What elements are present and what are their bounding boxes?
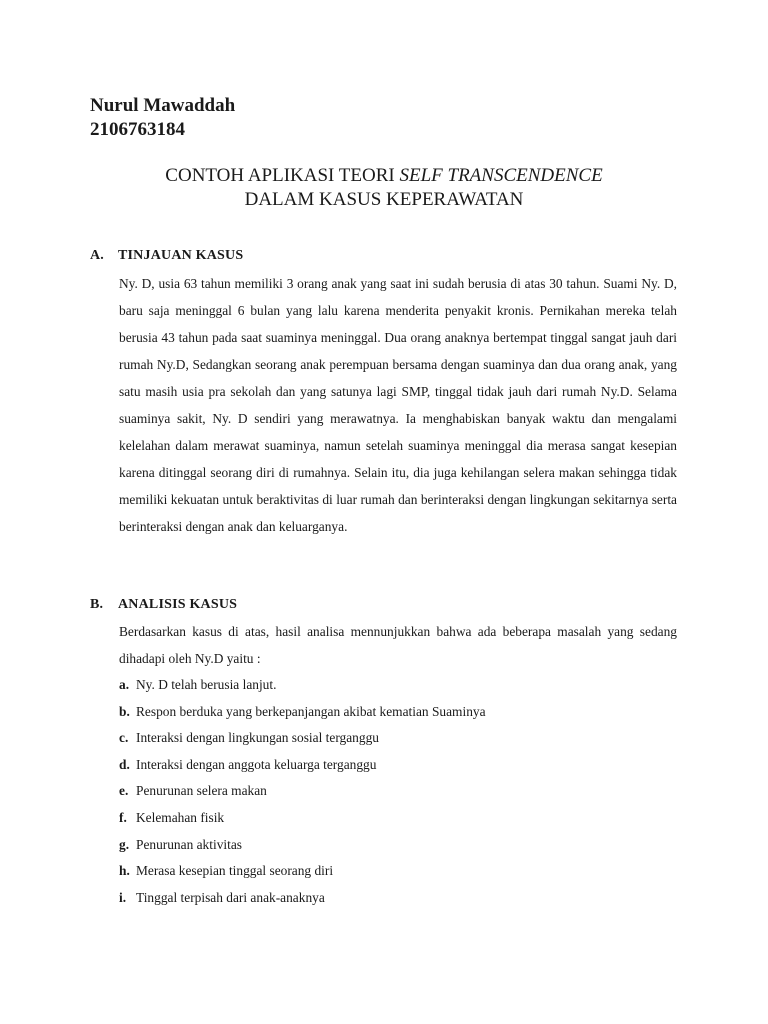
- list-item: [119, 699, 677, 726]
- list-item-text: Tinggal terpisah dari anak-anaknya: [136, 889, 325, 905]
- list-item: [119, 778, 677, 805]
- section-letter-b: B.: [90, 597, 104, 612]
- list-item: [119, 805, 677, 832]
- document-title: [90, 164, 678, 212]
- section-letter-a: A.: [90, 248, 105, 263]
- case-analysis-paragraph: Berdasarkan kasus di atas, hasil analisa mennunjukkan bahwa ada beberapa masalah yang sedang dihadapi oleh Ny.D yaitu :: [119, 624, 677, 666]
- author-block: [90, 94, 235, 142]
- section-heading-a: [90, 247, 243, 265]
- list-marker: g.: [119, 836, 130, 852]
- title-line-1-prefix: CONTOH APLIKASI TEORI: [165, 165, 400, 186]
- list-marker: f.: [119, 809, 127, 825]
- list-marker: e.: [119, 783, 129, 799]
- list-item-text: Interaksi dengan anggota keluarga terganggu: [136, 756, 377, 772]
- list-item: [119, 725, 677, 752]
- section-heading-b: [90, 596, 237, 614]
- author-name: Nurul Mawaddah: [90, 95, 236, 116]
- title-line-1: [90, 164, 678, 188]
- list-item-text: Ny. D telah berusia lanjut.: [136, 677, 277, 692]
- case-review-paragraph: Ny. D, usia 63 tahun memiliki 3 orang anak yang saat ini sudah berusia di atas 30 tahun. Suami Ny. D, baru saja meninggal 6 bulan yang lalu karena menderita penyakit kronis. Pernikahan mereka telah berusia 43 tahun pada saat suaminya meninggal. Dua orang anaknya bertempat tinggal sangat jauh dari rumah Ny.D, Sedangkan seorang anak perempuan bersama dengan suaminya dan dua orang anak, yang satu masih usia pra sekolah dan yang satunya lagi SMP, tinggal tidak jauh dari rumah Ny.D. Selama suaminya sakit, Ny. D sendiri yang merawatnya. Ia menghabiskan banyak waktu dan mengalami kelelahan dalam merawat suaminya, namun setelah suaminya meninggal dia merasa sangat kesepian karena ditinggal seorang diri di rumahnya. Selain itu, dia juga kehilangan selera makan sehingga tidak memiliki kekuatan untuk beraktivitas di luar rumah dan berinteraksi dengan lingkungan sekitarnya serta berinteraksi dengan anak dan keluarganya.: [119, 276, 677, 534]
- author-id: 2106763184: [90, 119, 185, 140]
- list-item-text: Respon berduka yang berkepanjangan akibat kematian Suaminya: [136, 703, 486, 719]
- list-item: [119, 752, 677, 779]
- section-title-a: TINJAUAN KASUS: [118, 248, 244, 263]
- list-item-text: Interaksi dengan lingkungan sosial terganggu: [136, 730, 379, 746]
- list-item-text: Penurunan aktivitas: [136, 836, 242, 852]
- list-marker: c.: [119, 730, 129, 746]
- list-item-text: Merasa kesepian tinggal seorang diri: [136, 863, 334, 879]
- list-item-text: Kelemahan fisik: [136, 809, 225, 825]
- list-item-text: Penurunan selera makan: [136, 783, 267, 799]
- title-line-2: DALAM KASUS KEPERAWATAN: [244, 189, 524, 210]
- list-item: [119, 832, 677, 859]
- list-item: [119, 672, 677, 699]
- title-line-1-italic: SELF TRANSCENDENCE: [399, 165, 603, 186]
- problem-list: [119, 672, 677, 911]
- list-marker: d.: [119, 756, 130, 772]
- list-marker: a.: [119, 677, 130, 692]
- list-marker: b.: [119, 703, 130, 719]
- list-item: [119, 885, 677, 912]
- list-marker: i.: [119, 889, 127, 905]
- list-marker: h.: [119, 863, 130, 879]
- list-item: [119, 858, 677, 885]
- section-title-b: ANALISIS KASUS: [118, 597, 238, 612]
